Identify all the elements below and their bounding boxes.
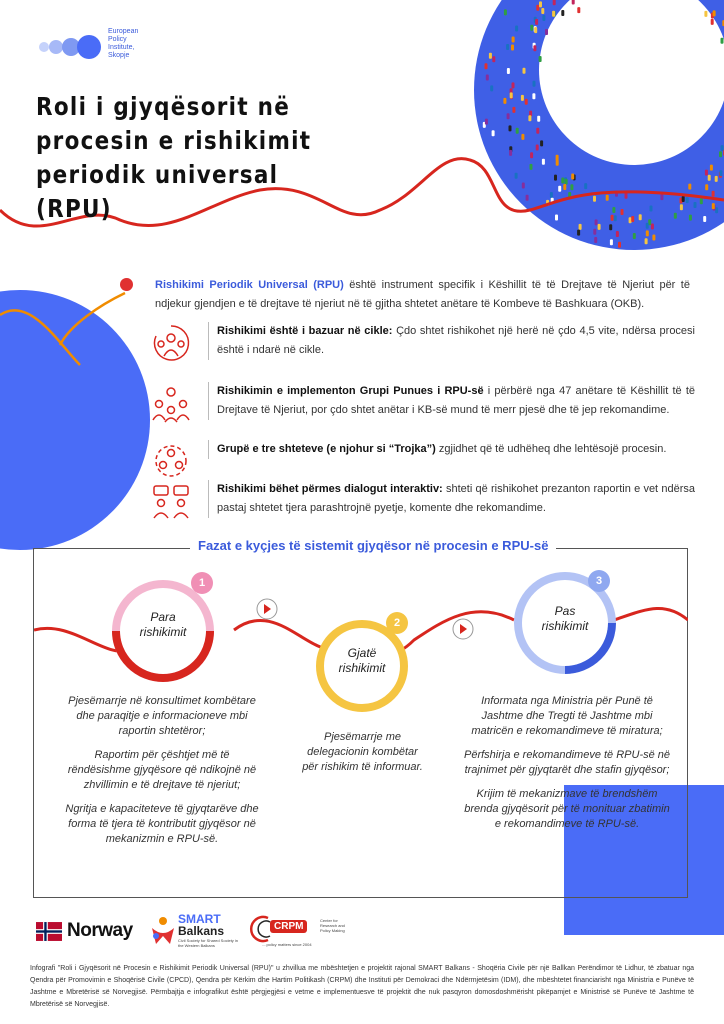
feature-rest: shteti që rishikohet prezanton raportin e vet ndërsa pastaj shtetet tjera parashtrojnë pyetje, komente dhe rekomandime. [217,483,695,514]
feature-bold: Grupë e tre shteteve (e njohur si “Trojka”) [217,443,436,455]
intro-text: është instrument specifik i Këshillit të të Drejtave të Njeriut për të ndjekur gjendjen e të drejtave të njeriut në të gjitha shtetet anëtare të Kombeve të Bashkuara (OKB). [155,279,690,310]
bullet-dot [120,278,133,291]
title-line: procesin e rishikimit [36,126,312,155]
feature-item [150,382,695,424]
stage-text: Ngritja e kapaciteteve të gjyqtarëve dhe forma të tjera të kontributit gjyqësor në mekanizmin e RPU-së. [65,803,259,845]
intro-bold: Rishikimi Periodik Universal (RPU) [155,279,344,291]
arrow-right-icon [256,598,278,620]
stage-number-1: 1 [191,572,213,594]
smart-balkans-logo [150,912,245,952]
stage-text: Përfshirja e rekomandimeve të RPU-së në trajnimet për gjyqtarët dhe stafin gjyqësor; [463,749,671,776]
epi-logo [36,26,156,66]
stage-text: Pjesëmarrje me delegacionin kombëtar për rishikim të informuar. [302,731,423,773]
feature-item [150,440,695,482]
title-line: Roli i gjyqësorit në [36,92,291,121]
decorative-wave-small [0,285,160,375]
intro-paragraph [155,276,690,314]
stage-number-2: 2 [386,612,408,634]
stage-label-3 [530,604,600,634]
stage-label-2 [327,646,397,676]
feature-bold: Rishikimi bëhet përmes dialogut interaktiv: [217,483,443,495]
stage-label-1 [128,610,198,640]
norway-logo [36,920,133,942]
working-group-icon [150,382,192,424]
footer-text: Infografi "Roli i Gjyqësorit në Procesin e Rishikimit Periodik Universal (RPU)" u zhvillua me mbështetjen e projektit rajonal SMART Balkans - Shoqëria Civile për një Ballkan Perëndimor të Lidhur, të zbatuar nga Qendra për Promovimin e Shoqërisë Civile (CPCD), Qendra për Kërkim dhe Hartim Politikash (CRPM) dhe Instituti për Demokraci dhe Ndërmjetësim (IDM), dhe mbështetet financiarisht nga Ministria e Punëve të Jashtme e Mbretërisë së Norvegjisë. Përmbajtja e infografikut është përgjegjësi e vetme e implementuesve të projektit dhe nuk pasqyron domosdoshmërisht pikëpamjet e Ministrisë së Punëve të Jashtme të Mbretërisë së Norvegjisë. [30,965,694,1008]
stage-3-texts [462,694,672,841]
page-title [36,90,328,226]
logo-line: Skopje [108,52,130,59]
feature-text [208,440,666,459]
crpm-sub: Center for Research and Policy Making [320,918,345,933]
stage-label-line: rishikimit [338,661,386,675]
stage-label-line: Pas [554,604,576,618]
feature-text [208,322,695,360]
stages-heading: Fazat e kyçjes të sistemit gjyqësor në procesin e RPU-së [190,538,556,553]
smart-bottom: Balkans [178,924,225,938]
stage-label-line: Para [150,610,176,624]
norway-flag-icon [36,922,62,941]
arrow-right-icon [452,618,474,640]
feature-text [208,382,695,420]
feature-rest: Çdo shtet rishikohet një herë në çdo 4,5 vite, ndërsa procesi është i ndarë në cikle. [217,325,695,356]
crpm-tag: ....policy matters since 2004 [262,942,312,947]
crpm-text: CRPM [270,920,307,933]
smart-figure-icon [150,916,176,946]
feature-item [150,480,695,522]
norway-text: Norway [67,920,133,941]
cycle-people-icon [150,322,192,364]
feature-item [150,322,695,364]
logo-line: Policy [108,36,127,43]
stage-text: Pjesëmarrje në konsultimet kombëtare dhe paraqitje e informacioneve mbi raportin shtetëror; [68,695,256,737]
smart-sub: Civil Society for Shared Society in the Western Balkans [178,938,239,948]
dialogue-icon [150,480,192,522]
crpm-logo [248,912,368,952]
logo-line: Institute, [108,44,135,51]
stage-number-3: 3 [588,570,610,592]
smart-top: SMART [178,912,221,926]
feature-rest: zgjidhet që të udhëheq dhe lehtësojë procesin. [435,443,667,455]
stage-text: Raportim për çështjet më të rëndësishme gjyqësore që ndikojnë në zhvillimin e të drejtave të njeriut; [67,749,257,791]
logo-circles-icon [36,34,106,60]
feature-bold: Rishikimi është i bazuar në cikle: [217,325,393,337]
stage-2-texts [300,730,425,784]
title-line: periodik universal (RPU) [36,160,279,223]
logo-line: European [108,28,139,35]
stage-label-line: rishikimit [139,625,187,639]
feature-rest: i përbërë nga 47 anëtare të Këshillit të të Drejtave të Njeriut, por çdo shtet anëtar i KB-së mund të merr pjesë dhe të jep rekomandime. [217,385,695,416]
stage-1-texts [62,694,262,856]
stage-label-line: rishikimit [541,619,589,633]
feature-bold: Rishikimin e implementon Grupi Punues i RPU-së [217,385,484,397]
logo-text [108,28,158,60]
stage-label-line: Gjatë [347,646,377,660]
feature-text [208,480,695,518]
stage-text: Informata nga Ministria për Punë të Jashtme dhe Tregti të Jashtme mbi matricën e rekomandimeve të miratura; [471,695,663,737]
stage-text: Krijim të mekanizmave të brendshëm brenda gjyqësorit për të monituar zbatimin e rekomandimeve të RPU-së. [464,788,670,830]
troika-icon [150,440,192,482]
